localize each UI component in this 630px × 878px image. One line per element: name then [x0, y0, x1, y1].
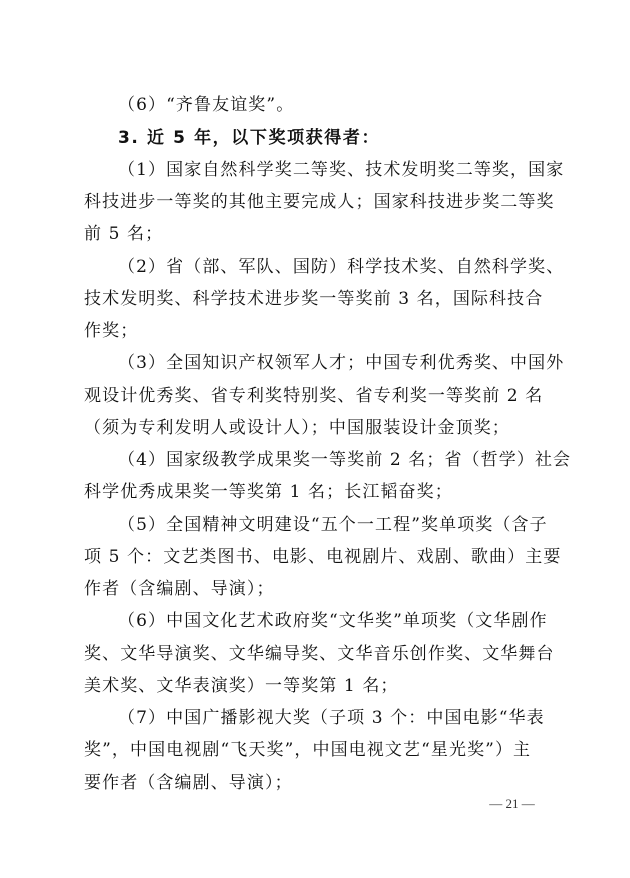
text-line: 技术发明奖、科学技术进步奖一等奖前 3 名，国际科技合: [84, 289, 544, 309]
text-line: 作奖；: [84, 321, 139, 341]
text-line: 要作者（含编剧、导演）；: [84, 773, 293, 793]
page-number: — 21 —: [489, 796, 535, 811]
text-line: （5）全国精神文明建设“五个一工程”奖单项奖（含子: [118, 515, 548, 535]
text-line: 科技进步一等奖的其他主要完成人；国家科技进步奖二等奖: [84, 192, 555, 212]
text-line: （须为专利发明人或设计人）；中国服装设计金顶奖；: [84, 418, 510, 438]
text-line: （2）省（部、军队、国防）科学技术奖、自然科学奖、: [118, 257, 565, 277]
text-line: （6）中国文化艺术政府奖“文华奖”单项奖（文华剧作: [118, 611, 548, 631]
text-line: （6）“齐鲁友谊奖”。: [118, 95, 295, 115]
text-line: 奖、文华导演奖、文华编导奖、文华音乐创作奖、文华舞台: [84, 644, 555, 664]
text-line: （1）国家自然科学奖二等奖、技术发明奖二等奖，国家: [118, 160, 565, 180]
text-line: （3）全国知识产权领军人才；中国专利优秀奖、中国外: [118, 353, 565, 373]
text-line: （4）国家级教学成果奖一等奖前 2 名；省（哲学）社会: [118, 450, 572, 470]
text-line: 美术奖、文华表演奖）一等奖第 1 名；: [84, 676, 399, 696]
text-line: 奖”，中国电视剧“飞天奖”，中国电视文艺“星光奖”）主: [84, 740, 532, 760]
text-line: 观设计优秀奖、省专利奖特别奖、省专利奖一等奖前 2 名: [84, 386, 544, 406]
section-heading: 3. 近 5 年，以下奖项获得者：: [118, 128, 381, 148]
text-line: 项 5 个：文艺类图书、电影、电视剧片、戏剧、歌曲）主要: [84, 547, 562, 567]
text-line: （7）中国广播影视大奖（子项 3 个：中国电影“华表: [118, 708, 545, 728]
text-line: 科学优秀成果奖一等奖第 1 名；长江韬奋奖；: [84, 482, 453, 502]
text-line: 前 5 名；: [84, 224, 164, 244]
text-line: 作者（含编剧、导演）；: [84, 579, 275, 599]
